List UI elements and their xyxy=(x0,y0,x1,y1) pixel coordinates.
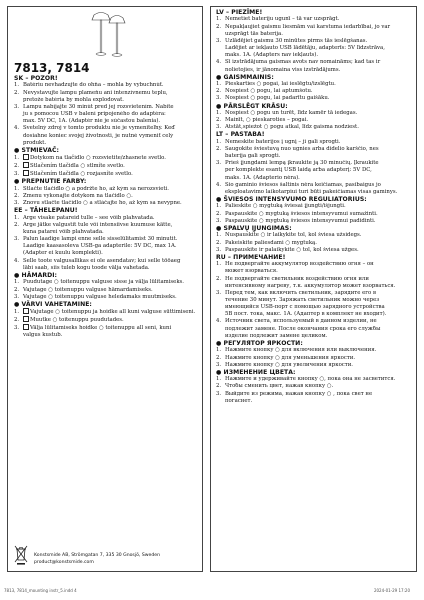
line-text: Нажмите кнопку ○ для включения или выключения. xyxy=(225,347,377,354)
line-text: Paspauskite ir palaikykite ○ tol, kol šviesa užges. xyxy=(225,246,359,253)
heading-text: SPALVŲ ĮJUNGIMAS: xyxy=(223,224,292,232)
bullet-icon: ● xyxy=(216,196,224,204)
button-symbol-icon xyxy=(23,162,29,168)
item-number: 1. xyxy=(216,347,222,354)
numbered-line xyxy=(216,139,414,146)
section-heading xyxy=(14,178,200,185)
numbered-line xyxy=(216,24,414,31)
item-number: 2. xyxy=(14,317,20,324)
line-text: Prieš įjungdami lempą įkraukite ją 30 minučių. Įkraukite xyxy=(225,160,379,167)
item-number: 1. xyxy=(216,232,222,239)
line-text: Palun laadige lampi enne selle sisselülitamist 30 minutit. xyxy=(23,236,178,243)
text-continuation xyxy=(216,326,414,333)
text-continuation xyxy=(216,153,414,160)
line-text: течение 30 минут. Заряжать светильник можно через xyxy=(225,297,380,303)
numbered-line xyxy=(216,383,414,390)
button-symbol-icon xyxy=(23,316,29,322)
section-heading xyxy=(14,301,200,308)
line-text: per komplekte esantį USB laidą arba adapterį: 5V DC, xyxy=(225,167,372,174)
item-number: 2. xyxy=(14,163,20,170)
numbered-line xyxy=(216,16,414,23)
line-text: Šio gaminio šviesos šaltinis nėra keičiamas, pasibaigus jo xyxy=(225,181,381,188)
item-number: 2. xyxy=(14,286,20,293)
line-text: (Adapter ei kuulu komplekti). xyxy=(23,250,103,257)
item-number: 1. xyxy=(14,309,20,316)
numbered-line xyxy=(216,290,414,297)
numbered-line xyxy=(216,247,414,254)
line-text: Stlačením tlačidla ○ rozjasníte svetlo. xyxy=(30,171,133,178)
item-number: 2. xyxy=(216,275,222,282)
line-text: Puudutage ○ toitenuppu valguse sisse ja välja lülitamiseks. xyxy=(23,279,185,286)
text-continuation xyxy=(216,167,414,174)
line-text: Nepakļaujiet gaismu liesmām vai karstuma iedarbībai, jo var xyxy=(225,23,391,30)
text-continuation xyxy=(216,45,414,52)
text-continuation xyxy=(14,133,200,140)
section-heading xyxy=(14,75,200,82)
line-text: Vajutage ○ toitenuppu valguse heledamaks muutmiseks. xyxy=(23,293,177,300)
line-text: baterija gali sprogti. xyxy=(225,153,281,160)
line-text: Ärge jätke valgustit tule või intensiivse kuumuse kätte, xyxy=(23,221,173,228)
text-continuation xyxy=(216,31,414,38)
section-heading xyxy=(216,74,414,81)
line-text: kuna patarei võib plahvatada. xyxy=(23,229,104,235)
heading-text: ИЗМЕНЕНИЕ ЦВЕТА: xyxy=(223,368,296,376)
section-heading xyxy=(216,9,414,16)
section-heading xyxy=(14,147,200,154)
model-number: 7813, 7814 xyxy=(14,61,90,75)
item-number: 3. xyxy=(216,361,222,368)
line-text: Nemetiet bateriju ugunī – tā var uzsprāgt. xyxy=(225,16,340,23)
item-number: 1. xyxy=(14,155,20,162)
item-number: 1. xyxy=(216,81,222,88)
heading-text: HÄMARDI: xyxy=(21,271,57,279)
numbered-line xyxy=(216,376,414,383)
heading-text: PREPNUTIE FARBY: xyxy=(21,178,87,186)
numbered-line xyxy=(14,308,200,316)
line-text: Svetelný zdroj v tomto produktu nie je vymeniteľný. Keď xyxy=(23,125,175,132)
address-line: Konstsmide AB, Strömgatan 7, 335 30 Gnosjö, Sweden xyxy=(34,553,160,558)
weee-bin-icon xyxy=(14,545,28,565)
item-number: 2. xyxy=(216,117,222,124)
numbered-line xyxy=(216,276,414,283)
line-text: Saugokite šviestuvą nuo ugnies arba didelio karščio, nes xyxy=(225,145,379,152)
numbered-line xyxy=(14,287,200,294)
numbered-line xyxy=(14,162,200,170)
line-text: Nemeskite baterijos į ugnį – ji gali sprogti. xyxy=(225,138,341,145)
item-number: 2. xyxy=(14,192,20,199)
item-number: 1. xyxy=(216,376,222,383)
line-text: Не подвергайте аккумулятор воздействию огня – он xyxy=(225,261,374,268)
item-number: 1. xyxy=(14,185,20,192)
line-text: Нажмите кнопку ○ для уменьшения яркости. xyxy=(225,354,356,361)
item-number: 1. xyxy=(14,279,20,286)
line-text: max. 5V DC, 1A. (Adaptér nie je súčasťou balenia). xyxy=(23,118,161,125)
numbered-line xyxy=(216,59,414,66)
section-heading xyxy=(216,196,414,203)
line-text: Šī izstrādājuma gaismas avots nav nomaināms; kad tas ir xyxy=(225,59,381,66)
line-text: изделие подлежит замене целиком. xyxy=(225,332,328,339)
numbered-line xyxy=(216,160,414,167)
item-number: 3. xyxy=(216,246,222,253)
numbered-line xyxy=(216,95,414,102)
item-number: 3. xyxy=(14,293,20,300)
line-text: Выйдите из режима, нажав кнопку ○ , пока свет не xyxy=(225,390,373,397)
line-text: Nuspauskite ○ ir laikykite tol, kol šviesa užsidegs. xyxy=(225,232,362,239)
item-number: 3. xyxy=(216,95,222,102)
numbered-line xyxy=(14,215,200,222)
line-text: dosiahne koniec svojej životnosti, je nutné vymeniť celý xyxy=(23,132,174,139)
item-number: 1. xyxy=(216,109,222,116)
bullet-icon: ● xyxy=(216,339,224,347)
item-number: 3. xyxy=(216,160,222,167)
heading-text: PĀRSLĒGT KRĀSU: xyxy=(223,102,288,110)
numbered-line xyxy=(14,294,200,301)
line-text: Atstāt,spiežot ○ pogu atkal, līdz gaisma nodziest. xyxy=(225,124,359,131)
item-number: 4. xyxy=(14,125,20,132)
line-text: uzsprāgt tās baterija. xyxy=(225,30,283,37)
line-text: Nevystavujte lampu plameňu ani intenzívnemu teplu, xyxy=(23,89,168,96)
section-heading xyxy=(216,103,414,110)
line-text: имеющийся USB-порт с помощью зарядного устройства xyxy=(225,304,385,311)
line-text: maks. 1A. (Adapters nav iekļauts). xyxy=(225,52,319,59)
item-number: 4. xyxy=(216,59,222,66)
heading-text: SK – POZOR! xyxy=(14,75,58,82)
text-continuation xyxy=(14,265,200,272)
line-text: Vajutage ○ toitenuppu ja hoidke all kuni valguse süttimiseni. xyxy=(30,309,196,316)
numbered-line xyxy=(14,82,200,89)
line-text: Stlačením tlačidla ○ stlmíte svetlo. xyxy=(30,163,125,170)
line-text: Nospiest ○ pogu un turēt, līdz kamēr tā iedegas. xyxy=(225,109,358,116)
line-text: Paspauskite ○ mygtuką šviesos intensyvumui padidinti. xyxy=(225,217,376,224)
numbered-line xyxy=(14,258,200,265)
text-continuation xyxy=(14,140,200,147)
heading-text: ŠVIESOS INTENSYVUMO REGULIATORIUS: xyxy=(223,196,367,204)
numbered-line xyxy=(216,81,414,88)
item-number: 1. xyxy=(216,261,222,268)
text-continuation xyxy=(14,118,200,125)
lamp-illustration xyxy=(8,7,204,65)
numbered-line xyxy=(216,391,414,398)
item-number: 3. xyxy=(216,390,222,397)
numbered-line xyxy=(14,316,200,324)
email-line: product@konstsmide.com xyxy=(34,559,94,565)
numbered-line xyxy=(216,355,414,362)
text-continuation xyxy=(216,268,414,275)
bullet-icon: ● xyxy=(14,146,22,154)
line-text: Нажмите кнопку ○ для увеличения яркости. xyxy=(225,361,353,368)
numbered-line xyxy=(14,154,200,162)
line-text: Lampu nabíjajte 30 minút pred jej rozsvietením. Nabite xyxy=(23,103,174,110)
text-continuation xyxy=(216,67,414,74)
numbered-line xyxy=(216,261,414,268)
numbered-line xyxy=(14,193,200,200)
line-text: nolietojies, ir jānomaina viss izstrādājums. xyxy=(225,66,341,73)
item-number: 1. xyxy=(216,16,222,23)
numbered-line xyxy=(216,88,414,95)
numbered-line xyxy=(14,186,200,193)
item-number: 3. xyxy=(216,289,222,296)
left-text-block xyxy=(14,75,200,340)
line-text: Vajutage ○ toitenuppu valguse hämardamiseks. xyxy=(23,286,153,293)
line-text: Нажмите и удерживайте кнопку ○, пока она не засветится. xyxy=(225,376,396,383)
line-text: Selle toote valgusallikas ei ole asendatav; kui selle tööaeg xyxy=(23,257,181,264)
line-text: Uzlādējiet gaismu 30 minūtes pirms tās ieslēgšanas. xyxy=(225,37,368,44)
line-text: Muutke ○ toitenuppu puudutades. xyxy=(30,317,124,324)
item-number: 2. xyxy=(216,239,222,246)
line-text: Zmenu vykonajte dotykom na tlačidlo ○. xyxy=(23,192,133,199)
item-number: 2. xyxy=(216,383,222,390)
numbered-line xyxy=(216,38,414,45)
heading-text: STMIEVAČ: xyxy=(21,146,59,154)
line-text: 5В пост. тока, макс. 1А. (Адаптер в комплект не входит). xyxy=(225,311,387,318)
line-text: Mainīt, ○ pieskaroties – pogai. xyxy=(225,117,309,124)
text-continuation xyxy=(216,398,414,405)
item-number: 3. xyxy=(14,236,20,243)
bullet-icon: ● xyxy=(14,271,22,279)
text-continuation xyxy=(14,250,200,257)
line-text: Paspauskite ○ mygtuką šviesos intensyvumui sumažinti. xyxy=(225,210,378,217)
item-number: 2. xyxy=(216,210,222,217)
section-heading xyxy=(216,225,414,232)
right-text-block xyxy=(216,9,414,405)
numbered-line xyxy=(216,318,414,325)
item-number: 3. xyxy=(14,171,20,178)
section-heading xyxy=(216,369,414,376)
line-text: Stlačte tlačidlo ○ a podržte ho, až kým sa nerozsvieti. xyxy=(23,185,169,192)
heading-text: GAISMMAINIS: xyxy=(223,73,274,81)
numbered-line xyxy=(14,125,200,132)
numbered-line xyxy=(14,236,200,243)
text-continuation xyxy=(216,52,414,59)
section-heading xyxy=(14,272,200,279)
item-number: 3. xyxy=(216,37,222,44)
item-number: 3. xyxy=(14,200,20,207)
line-text: Dotykom na tlačidlo ○ rozsvietite/zhasnete svetlo. xyxy=(30,155,166,162)
numbered-line xyxy=(216,232,414,239)
right-column xyxy=(210,6,417,572)
numbered-line xyxy=(216,203,414,210)
heading-text: LV – PIEZĪME! xyxy=(216,9,263,16)
text-continuation xyxy=(216,283,414,290)
button-symbol-icon xyxy=(23,324,29,330)
line-text: valgus kustub. xyxy=(23,332,63,339)
line-text: eksploatavimo laikotarpiui turi būti pakeičiamas visas gaminys. xyxy=(225,188,398,195)
line-text: Не подвергайте светильник воздействию огня или xyxy=(225,275,369,282)
numbered-line xyxy=(14,170,200,178)
button-symbol-icon xyxy=(23,308,29,314)
file-name: 7813, 7814_mounting instr_5.indd 4 xyxy=(4,588,77,593)
button-symbol-icon xyxy=(23,170,29,176)
item-number: 1. xyxy=(216,203,222,210)
numbered-line xyxy=(216,124,414,131)
numbered-line xyxy=(14,104,200,111)
line-text: produkt. xyxy=(23,139,47,146)
section-heading xyxy=(14,207,200,214)
left-column xyxy=(7,6,203,572)
line-text: maks. 1A. (Adapterio nėra). xyxy=(225,174,300,181)
manufacturer-block xyxy=(14,543,204,575)
numbered-line xyxy=(216,146,414,153)
manufacturer-address xyxy=(34,553,160,567)
heading-text: RU – ПРИМЕЧАНИЕ! xyxy=(216,253,286,261)
line-text: ju s pomocou USB v balení pripojeného do adaptéra: xyxy=(23,111,166,118)
text-continuation xyxy=(14,229,200,236)
text-continuation xyxy=(216,175,414,182)
numbered-line xyxy=(216,240,414,247)
numbered-line xyxy=(216,211,414,218)
line-text: подлежит замене. После окончания срока его службы xyxy=(225,325,381,332)
heading-text: LT – PASTABA! xyxy=(216,131,265,139)
item-number: 3. xyxy=(216,217,222,224)
text-continuation xyxy=(14,97,200,104)
item-number: 2. xyxy=(216,88,222,95)
item-number: 1. xyxy=(216,138,222,145)
line-text: Источник света, используемый в данном изделии, не xyxy=(225,318,377,325)
heading-text: EE – TÄHELEPANU! xyxy=(14,207,78,215)
bullet-icon: ● xyxy=(216,102,224,110)
numbered-line xyxy=(216,362,414,369)
item-number: 3. xyxy=(14,325,20,332)
button-symbol-icon xyxy=(23,154,29,160)
section-heading xyxy=(216,131,414,138)
item-number: 2. xyxy=(216,145,222,152)
numbered-line xyxy=(216,182,414,189)
text-continuation xyxy=(216,189,414,196)
numbered-line xyxy=(14,324,200,332)
item-number: 4. xyxy=(216,318,222,325)
text-continuation xyxy=(216,297,414,304)
numbered-line xyxy=(216,218,414,225)
bullet-icon: ● xyxy=(216,368,224,376)
bullet-icon: ● xyxy=(216,224,224,232)
text-continuation xyxy=(216,304,414,311)
line-text: Ladējiet ar iekļauto USB lādētāju, adapterīs: 5V līdzstrāva, xyxy=(225,45,385,52)
print-date: 2024-01-29 17:20 xyxy=(373,588,410,593)
bullet-icon: ● xyxy=(14,300,22,308)
item-number: 3. xyxy=(216,124,222,131)
numbered-line xyxy=(14,222,200,229)
numbered-line xyxy=(14,279,200,286)
text-continuation xyxy=(216,333,414,340)
text-continuation xyxy=(14,332,200,339)
item-number: 2. xyxy=(14,89,20,96)
line-text: Batériu nevhadzujte do ohňa – mohla by vybuchnúť. xyxy=(23,82,164,89)
line-text: Перед тем, как включить светильник, зарядите его в xyxy=(225,289,376,296)
item-number: 2. xyxy=(216,354,222,361)
line-text: Laadige kaasasoleva USB-ga adapterile: 5V DC, max 1A. xyxy=(23,243,177,250)
numbered-line xyxy=(216,110,414,117)
line-text: Pakeiskite paliesdami ○ mygtuką. xyxy=(225,239,317,246)
item-number: 1. xyxy=(14,214,20,221)
item-number: 4. xyxy=(14,257,20,264)
section-heading xyxy=(216,340,414,347)
line-text: Pieskarties ○ pogai, lai ieslēgtu/izslēgtu. xyxy=(225,81,336,88)
numbered-line xyxy=(14,90,200,97)
line-text: läbi saab, siis tuleb kogu toode välja vahetada. xyxy=(23,264,150,271)
bullet-icon: ● xyxy=(216,73,224,81)
bullet-icon: ● xyxy=(14,178,22,186)
item-number: 3. xyxy=(14,103,20,110)
heading-text: VÄRVI VAHETAMINE: xyxy=(21,300,92,308)
numbered-line xyxy=(216,117,414,124)
line-text: погаснет. xyxy=(225,397,253,404)
line-text: Palieskite ○ mygtuką šviesai įjungti/išjungti. xyxy=(225,203,346,210)
line-text: pretože batéria by mohla explodovať. xyxy=(23,96,124,103)
text-continuation xyxy=(14,243,200,250)
item-number: 1. xyxy=(14,82,20,89)
line-text: Nospiest ○ pogu, lai padarītu gaišāku. xyxy=(225,95,330,102)
text-continuation xyxy=(216,311,414,318)
line-text: может взорваться. xyxy=(225,268,278,275)
section-heading xyxy=(216,254,414,261)
text-continuation xyxy=(14,111,200,118)
item-number: 4. xyxy=(216,181,222,188)
line-text: Välja lülitamiseks hoidke ○ toitenuppu all seni, kuni xyxy=(30,325,172,332)
line-text: Nospiest ○ pogu, lai aptumšotu. xyxy=(225,88,313,95)
item-number: 2. xyxy=(216,23,222,30)
numbered-line xyxy=(216,347,414,354)
line-text: Ärge visake patareid tulle – see võib plahvatada. xyxy=(23,214,155,221)
heading-text: РЕГУЛЯТОР ЯРКОСТИ: xyxy=(223,339,303,347)
item-number: 2. xyxy=(14,221,20,228)
line-text: интенсивному нагреву, т.к. аккумулятор может взорваться. xyxy=(225,282,396,289)
line-text: Znovu stlačte tlačidlo ○ a stláčajte ho, až kým sa nevypne. xyxy=(23,200,182,207)
line-text: Чтобы сменить цвет, нажав кнопку ○. xyxy=(225,383,334,390)
